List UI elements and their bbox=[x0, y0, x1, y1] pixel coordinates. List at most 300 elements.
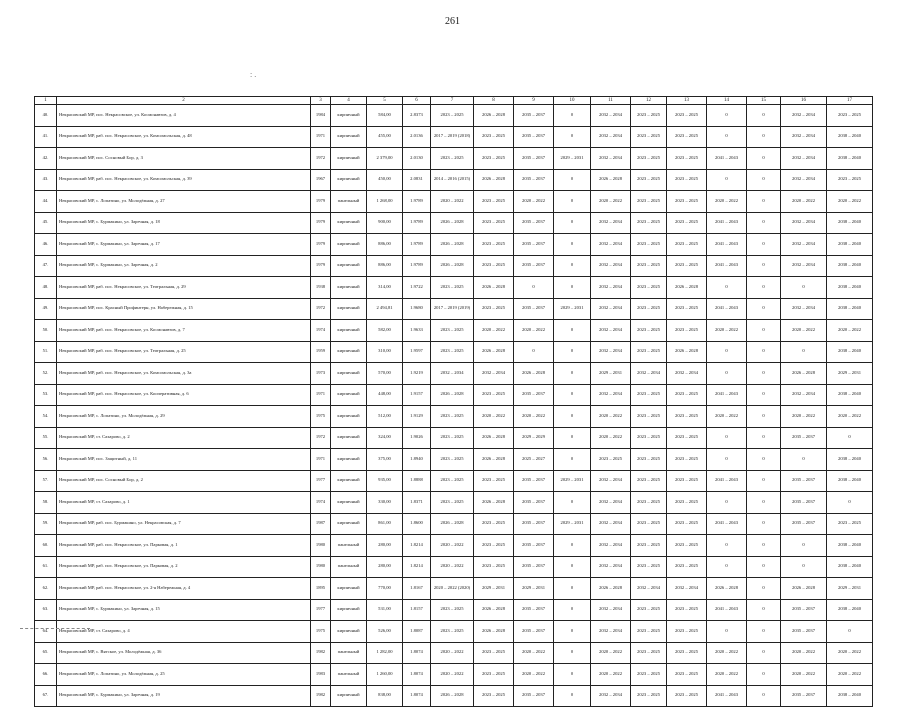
table-cell: 0 bbox=[781, 277, 827, 299]
table-cell: 0 bbox=[554, 427, 591, 449]
table-cell: 2026 – 2028 bbox=[591, 169, 631, 191]
table-cell: 2.8373 bbox=[403, 105, 431, 127]
table-row bbox=[35, 556, 873, 578]
table-cell: 1977 bbox=[311, 599, 331, 621]
table-cell: 0 bbox=[747, 234, 781, 256]
table-cell: 2020 – 2022 bbox=[707, 320, 747, 342]
table-cell: 2020 – 2022 bbox=[474, 320, 514, 342]
table-cell: 2032 – 2034 bbox=[591, 148, 631, 170]
row-number-cell: 43. bbox=[35, 169, 57, 191]
table-cell: 2038 – 2040 bbox=[827, 384, 873, 406]
table-cell: 2032 – 2034 bbox=[591, 621, 631, 643]
row-number-cell: 48. bbox=[35, 277, 57, 299]
table-cell: 2029 – 2031 bbox=[591, 363, 631, 385]
table-cell: 2035 – 2037 bbox=[514, 255, 554, 277]
table-row bbox=[35, 169, 873, 191]
table-cell: 2023 – 2025 bbox=[631, 664, 667, 686]
table-cell: 1.8214 bbox=[403, 556, 431, 578]
table-cell: 2035 – 2037 bbox=[514, 212, 554, 234]
table-cell: 2020 – 2022 bbox=[827, 320, 873, 342]
table-cell: 2020 – 2022 bbox=[781, 320, 827, 342]
table-cell: кирпичный bbox=[331, 384, 367, 406]
table-cell: 1.8600 bbox=[403, 513, 431, 535]
table-cell: 1.8087 bbox=[403, 621, 431, 643]
table-row bbox=[35, 642, 873, 664]
table-cell: 0 bbox=[747, 578, 781, 600]
table-cell: 0 bbox=[554, 191, 591, 213]
table-cell: 2032 – 2034 bbox=[591, 234, 631, 256]
row-number-cell: 46. bbox=[35, 234, 57, 256]
table-cell: 2023 – 2025 bbox=[474, 234, 514, 256]
table-cell: 1.8888 bbox=[403, 470, 431, 492]
row-number-cell: 65. bbox=[35, 642, 57, 664]
table-cell: 2020 – 2022 bbox=[827, 406, 873, 428]
table-cell: 2032 – 2034 bbox=[781, 212, 827, 234]
table-cell: 1.9789 bbox=[403, 255, 431, 277]
table-cell: 2020 – 2022 bbox=[514, 320, 554, 342]
row-number-cell: 55. bbox=[35, 427, 57, 449]
table-cell: 531,00 bbox=[367, 599, 403, 621]
table-cell: 2023 – 2025 bbox=[631, 621, 667, 643]
table-cell: 2017 – 2019 (2018) bbox=[431, 126, 474, 148]
table-cell: 526,00 bbox=[367, 621, 403, 643]
table-cell: 2020 – 2022 bbox=[514, 191, 554, 213]
table-row bbox=[35, 449, 873, 471]
table-cell: 2032 – 2034 bbox=[591, 320, 631, 342]
table-cell: 2023 – 2025 bbox=[827, 105, 873, 127]
row-number-cell: 64. bbox=[35, 621, 57, 643]
table-cell: кирпичный bbox=[331, 148, 367, 170]
table-cell: кирпичный bbox=[331, 578, 367, 600]
table-cell: 1 282,00 bbox=[367, 642, 403, 664]
table-cell: 2041 – 2043 bbox=[707, 234, 747, 256]
table-cell: 280,00 bbox=[367, 556, 403, 578]
table-cell: 2035 – 2037 bbox=[514, 148, 554, 170]
table-cell: 2020 – 2022 bbox=[474, 406, 514, 428]
table-cell: 310,00 bbox=[367, 341, 403, 363]
address-cell: Некрасовский МР, раб. пос. Некрасовское, ул. Космонавтов, д. 7 bbox=[57, 320, 311, 342]
table-cell: кирпичный bbox=[331, 599, 367, 621]
table-cell: 2023 – 2025 bbox=[474, 191, 514, 213]
table-cell: 0 bbox=[747, 535, 781, 557]
table-cell: 1.8074 bbox=[403, 664, 431, 686]
table-cell: 2023 – 2025 bbox=[667, 212, 707, 234]
table-cell: 886,00 bbox=[367, 234, 403, 256]
table-cell: 2032 – 2034 bbox=[591, 513, 631, 535]
table-cell: 1.9597 bbox=[403, 341, 431, 363]
table-cell: 2029 – 2031 bbox=[554, 148, 591, 170]
table-cell: 0 bbox=[707, 126, 747, 148]
table-cell: 2041 – 2043 bbox=[707, 599, 747, 621]
table-cell: 1983 bbox=[311, 664, 331, 686]
table-cell: 1974 bbox=[311, 492, 331, 514]
table-row bbox=[35, 341, 873, 363]
table-cell: 1972 bbox=[311, 298, 331, 320]
table-cell: 2023 – 2025 bbox=[474, 664, 514, 686]
table-cell: 2035 – 2037 bbox=[514, 599, 554, 621]
footer-scan-mark bbox=[20, 628, 90, 629]
table-cell: 2029 – 2031 bbox=[827, 363, 873, 385]
table-cell: 2023 – 2025 bbox=[667, 169, 707, 191]
table-cell: 2029 – 2031 bbox=[827, 578, 873, 600]
column-number-cell: 13 bbox=[667, 97, 707, 105]
table-cell: 2026 – 2028 bbox=[781, 578, 827, 600]
table-cell: 2032 – 2034 bbox=[781, 234, 827, 256]
table-cell: 2020 – 2022 bbox=[431, 642, 474, 664]
table-cell: 1982 bbox=[311, 642, 331, 664]
column-number-cell: 5 bbox=[367, 97, 403, 105]
table-cell: 2026 – 2028 bbox=[431, 234, 474, 256]
table-cell: 2023 – 2025 bbox=[474, 642, 514, 664]
table-row bbox=[35, 363, 873, 385]
address-cell: Некрасовский МР, с. Лопатино, ул. Молодёжная, д. 25 bbox=[57, 664, 311, 686]
table-cell: 886,00 bbox=[367, 255, 403, 277]
table-cell: 2038 – 2040 bbox=[827, 470, 873, 492]
table-cell: 0 bbox=[781, 556, 827, 578]
row-number-cell: 62. bbox=[35, 578, 57, 600]
row-number-cell: 40. bbox=[35, 105, 57, 127]
table-body bbox=[35, 105, 873, 707]
table-cell: 2026 – 2028 bbox=[591, 578, 631, 600]
table-cell: 2038 – 2040 bbox=[827, 255, 873, 277]
table-cell: 1971 bbox=[311, 449, 331, 471]
table-cell: 584,00 bbox=[367, 105, 403, 127]
table-cell: 1971 bbox=[311, 384, 331, 406]
table-cell: 2023 – 2025 bbox=[431, 427, 474, 449]
table-cell: 2026 – 2028 bbox=[667, 341, 707, 363]
row-number-cell: 63. bbox=[35, 599, 57, 621]
table-cell: 2026 – 2028 bbox=[514, 363, 554, 385]
table-cell: 0 bbox=[747, 599, 781, 621]
table-cell: 2026 – 2028 bbox=[474, 341, 514, 363]
table-cell: 2020 – 2022 bbox=[827, 191, 873, 213]
table-cell: 0 bbox=[747, 621, 781, 643]
table-cell: 2023 – 2025 bbox=[474, 470, 514, 492]
table-cell: 0 bbox=[554, 492, 591, 514]
table-cell: 0 bbox=[707, 535, 747, 557]
column-number-cell: 11 bbox=[591, 97, 631, 105]
table-cell: 2023 – 2025 bbox=[667, 255, 707, 277]
table-cell: 1.9789 bbox=[403, 212, 431, 234]
row-number-cell: 60. bbox=[35, 535, 57, 557]
table-cell: 0 bbox=[747, 664, 781, 686]
table-cell: 2020 – 2022 bbox=[514, 406, 554, 428]
table-cell: 2026 – 2028 bbox=[431, 212, 474, 234]
table-cell: 2026 – 2028 bbox=[474, 449, 514, 471]
column-number-cell: 6 bbox=[403, 97, 431, 105]
address-cell: Некрасовский МР, пос. Сосновый Бор, д. 3 bbox=[57, 148, 311, 170]
table-cell: 1977 bbox=[311, 470, 331, 492]
address-cell: Некрасовский МР, с. Вятское, ул. Молодёжная, д. 36 bbox=[57, 642, 311, 664]
address-cell: Некрасовский МР, с. Лопатино, ул. Молодёжная, д. 27 bbox=[57, 191, 311, 213]
table-cell: 2020 – 2022 bbox=[707, 642, 747, 664]
row-number-cell: 47. bbox=[35, 255, 57, 277]
address-cell: Некрасовский МР, пос. Некрасовское, ул. Космонавтов, д. 4 bbox=[57, 105, 311, 127]
address-cell: Некрасовский МР, раб. пос. Некрасовское, ул. Театральная, д. 25 bbox=[57, 341, 311, 363]
row-number-cell: 58. bbox=[35, 492, 57, 514]
table-cell: 2032 – 2034 bbox=[781, 148, 827, 170]
header-row bbox=[35, 97, 873, 105]
table-row bbox=[35, 255, 873, 277]
table-cell: 2020 – 2022 bbox=[514, 642, 554, 664]
table-cell: 2023 – 2025 bbox=[474, 513, 514, 535]
table-cell: 0 bbox=[747, 169, 781, 191]
table-cell: 2029 – 2031 bbox=[514, 578, 554, 600]
table-cell: 2023 – 2025 bbox=[631, 255, 667, 277]
row-number-cell: 45. bbox=[35, 212, 57, 234]
table-cell: 2020 – 2022 bbox=[781, 406, 827, 428]
address-cell: Некрасовский МР, раб. пос. Некрасовское, ул. Комсомольская, д. 48 bbox=[57, 126, 311, 148]
table-cell: кирпичный bbox=[331, 298, 367, 320]
table-cell: 314,00 bbox=[367, 277, 403, 299]
table-cell: 2023 – 2025 bbox=[474, 556, 514, 578]
address-cell: Некрасовский МР, ст. Сахарово, д. 1 bbox=[57, 492, 311, 514]
table-row bbox=[35, 470, 873, 492]
table-cell: 2023 – 2025 bbox=[667, 427, 707, 449]
table-cell: 2035 – 2037 bbox=[781, 427, 827, 449]
table-cell: 2023 – 2025 bbox=[667, 642, 707, 664]
table-row bbox=[35, 126, 873, 148]
table-cell: кирпичный bbox=[331, 492, 367, 514]
table-cell: 1967 bbox=[311, 169, 331, 191]
table-cell: 2023 – 2025 bbox=[667, 449, 707, 471]
table-cell: 2020 – 2022 bbox=[431, 535, 474, 557]
table-cell: 0 bbox=[707, 105, 747, 127]
table-cell: 2041 – 2043 bbox=[707, 470, 747, 492]
table-row bbox=[35, 513, 873, 535]
table-cell: 2032 – 2034 bbox=[591, 492, 631, 514]
table-cell: 2023 – 2025 bbox=[631, 513, 667, 535]
table-cell: 2023 – 2025 bbox=[631, 470, 667, 492]
table-cell: 2020 – 2022 bbox=[591, 191, 631, 213]
table-cell: 0 bbox=[707, 169, 747, 191]
table-cell: 1979 bbox=[311, 234, 331, 256]
table-cell: 0 bbox=[747, 492, 781, 514]
table-cell: кирпичный bbox=[331, 105, 367, 127]
table-cell: 900,00 bbox=[367, 212, 403, 234]
address-cell: Некрасовский МР, с. Бурмакино, ул. Заречная, д. 17 bbox=[57, 234, 311, 256]
address-cell: Некрасовский МР, пос. Сосновый Бор, д. 2 bbox=[57, 470, 311, 492]
table-cell: 2029 – 2031 bbox=[554, 298, 591, 320]
table-cell: 2026 – 2028 bbox=[707, 578, 747, 600]
table-cell: 2026 – 2028 bbox=[474, 277, 514, 299]
table-cell: кирпичный bbox=[331, 513, 367, 535]
table-cell: 0 bbox=[747, 341, 781, 363]
table-cell: 2020 – 2022 bbox=[781, 191, 827, 213]
table-cell: 2023 – 2025 bbox=[667, 320, 707, 342]
table-cell: 1.8371 bbox=[403, 492, 431, 514]
table-cell: 1938 bbox=[311, 277, 331, 299]
table-cell: 2023 – 2025 bbox=[631, 427, 667, 449]
table-cell: 2023 – 2025 bbox=[667, 685, 707, 707]
table-cell: 0 bbox=[554, 449, 591, 471]
table-cell: 0 bbox=[554, 341, 591, 363]
table-cell: 0 bbox=[747, 191, 781, 213]
table-cell: 0 bbox=[554, 599, 591, 621]
table-cell: 0 bbox=[827, 427, 873, 449]
address-cell: Некрасовский МР, пос. Красный Профинтерн, ул. Набережная, д. 15 bbox=[57, 298, 311, 320]
table-cell: 1.8214 bbox=[403, 535, 431, 557]
table-cell: 2023 – 2025 bbox=[667, 406, 707, 428]
table-row bbox=[35, 384, 873, 406]
table-cell: 2029 – 2031 bbox=[554, 470, 591, 492]
table-cell: 0 bbox=[747, 556, 781, 578]
column-number-cell: 17 bbox=[827, 97, 873, 105]
table-cell: 2023 – 2025 bbox=[431, 449, 474, 471]
table-cell: 2023 – 2025 bbox=[431, 621, 474, 643]
table-cell: 2023 – 2025 bbox=[631, 105, 667, 127]
column-number-cell: 4 bbox=[331, 97, 367, 105]
table-cell: 2023 – 2025 bbox=[667, 599, 707, 621]
table-cell: 2035 – 2037 bbox=[781, 513, 827, 535]
row-number-cell: 67. bbox=[35, 685, 57, 707]
table-cell: 0 bbox=[747, 298, 781, 320]
table-row bbox=[35, 621, 873, 643]
row-number-cell: 51. bbox=[35, 341, 57, 363]
table-cell: 582,00 bbox=[367, 320, 403, 342]
table-cell: 0 bbox=[827, 621, 873, 643]
address-cell: Некрасовский МР, раб. пос. Некрасовское, ул. 2-я Набережная, д. 4 bbox=[57, 578, 311, 600]
table-cell: 0 bbox=[554, 664, 591, 686]
table-cell: 1984 bbox=[311, 105, 331, 127]
table-cell: 2032 – 2034 bbox=[781, 105, 827, 127]
table-cell: 2 494,81 bbox=[367, 298, 403, 320]
table-cell: 2038 – 2040 bbox=[827, 234, 873, 256]
table-cell: 2023 – 2025 bbox=[474, 212, 514, 234]
table-cell: 1.8167 bbox=[403, 578, 431, 600]
column-number-cell: 8 bbox=[474, 97, 514, 105]
table-cell: 2023 – 2025 bbox=[631, 685, 667, 707]
table-cell: 0 bbox=[554, 578, 591, 600]
table-cell: 2032 – 2034 bbox=[591, 341, 631, 363]
table-cell: 2026 – 2028 bbox=[781, 363, 827, 385]
table-cell: 2023 – 2025 bbox=[631, 341, 667, 363]
table-cell: 1.9789 bbox=[403, 191, 431, 213]
row-number-cell: 59. bbox=[35, 513, 57, 535]
table-cell: 0 bbox=[707, 621, 747, 643]
table-cell: кирпичный bbox=[331, 234, 367, 256]
table-cell: 2023 – 2025 bbox=[631, 298, 667, 320]
row-number-cell: 61. bbox=[35, 556, 57, 578]
address-cell: Некрасовский МР, раб. пос. Бурмакино, ул. Некрасовская, д. 7 bbox=[57, 513, 311, 535]
table-cell: 2035 – 2037 bbox=[781, 470, 827, 492]
table-cell: 2023 – 2025 bbox=[431, 105, 474, 127]
table-cell: 1980 bbox=[311, 535, 331, 557]
table-cell: 0 bbox=[747, 148, 781, 170]
table-cell: 0 bbox=[747, 212, 781, 234]
table-cell: кирпичный bbox=[331, 212, 367, 234]
page-number: 261 bbox=[445, 16, 460, 27]
table-cell: 1972 bbox=[311, 427, 331, 449]
table-cell: 2035 – 2037 bbox=[514, 513, 554, 535]
table-cell: 2041 – 2043 bbox=[707, 255, 747, 277]
table-cell: 2041 – 2043 bbox=[707, 384, 747, 406]
row-number-cell: 66. bbox=[35, 664, 57, 686]
table-cell: 2023 – 2025 bbox=[631, 599, 667, 621]
row-number-cell: 57. bbox=[35, 470, 57, 492]
table-cell: 1.9633 bbox=[403, 320, 431, 342]
table-cell: 1.9026 bbox=[403, 427, 431, 449]
table-cell: 450,00 bbox=[367, 169, 403, 191]
table-cell: 0 bbox=[747, 126, 781, 148]
table-cell: 2032 – 2034 bbox=[474, 363, 514, 385]
table-cell: 0 bbox=[554, 384, 591, 406]
table-cell: кирпичный bbox=[331, 685, 367, 707]
table-cell: 2026 – 2028 bbox=[474, 492, 514, 514]
table-cell: панельный bbox=[331, 191, 367, 213]
table-cell: 2035 – 2037 bbox=[514, 492, 554, 514]
table-cell: 2026 – 2028 bbox=[431, 685, 474, 707]
table-cell: 2023 – 2025 bbox=[431, 599, 474, 621]
table-cell: 2041 – 2043 bbox=[707, 148, 747, 170]
table-cell: 2032 – 2034 bbox=[431, 363, 474, 385]
table-cell: 2029 – 2029 bbox=[514, 427, 554, 449]
table-cell: 0 bbox=[707, 341, 747, 363]
table-cell: 1.9219 bbox=[403, 363, 431, 385]
table-cell: 2020 – 2022 bbox=[781, 664, 827, 686]
table-cell: 2035 – 2037 bbox=[781, 621, 827, 643]
table-cell: кирпичный bbox=[331, 341, 367, 363]
table-cell: 2032 – 2034 bbox=[667, 578, 707, 600]
table-cell: 2032 – 2034 bbox=[631, 363, 667, 385]
table-cell: 2038 – 2040 bbox=[827, 449, 873, 471]
table-row bbox=[35, 599, 873, 621]
table-cell: 2035 – 2037 bbox=[514, 470, 554, 492]
table-cell: 2023 – 2025 bbox=[474, 298, 514, 320]
table-row bbox=[35, 148, 873, 170]
table-cell: 0 bbox=[554, 234, 591, 256]
table-cell: 2038 – 2040 bbox=[827, 599, 873, 621]
table-cell: 0 bbox=[781, 341, 827, 363]
table-cell: 2032 – 2034 bbox=[631, 578, 667, 600]
row-number-cell: 56. bbox=[35, 449, 57, 471]
table-cell: 2035 – 2037 bbox=[514, 298, 554, 320]
address-cell: Некрасовский МР, пос. Защитный, д. 11 bbox=[57, 449, 311, 471]
table-cell: 2032 – 2034 bbox=[591, 599, 631, 621]
table-cell: 0 bbox=[747, 470, 781, 492]
table-cell: кирпичный bbox=[331, 320, 367, 342]
table-cell: 2032 – 2034 bbox=[781, 169, 827, 191]
table-cell: 2026 – 2028 bbox=[474, 105, 514, 127]
address-cell: Некрасовский МР, с. Бурмакино, ул. Заречная, д. 19 bbox=[57, 685, 311, 707]
table-cell: панельный bbox=[331, 664, 367, 686]
column-number-cell: 10 bbox=[554, 97, 591, 105]
table-cell: 2020 – 2022 (2020) bbox=[431, 578, 474, 600]
table-cell: 375,00 bbox=[367, 449, 403, 471]
table-cell: 2023 – 2025 bbox=[431, 148, 474, 170]
table-cell: 2.0831 bbox=[403, 169, 431, 191]
table-cell: 2023 – 2025 bbox=[431, 277, 474, 299]
table-cell: 2041 – 2043 bbox=[707, 212, 747, 234]
address-cell: Некрасовский МР, раб. пос. Некрасовское, ул. Театральная, д. 29 bbox=[57, 277, 311, 299]
table-cell: 2035 – 2037 bbox=[781, 685, 827, 707]
table-cell: 0 bbox=[554, 685, 591, 707]
table-cell: 2032 – 2034 bbox=[781, 126, 827, 148]
table-cell: 2023 – 2025 bbox=[827, 169, 873, 191]
table-row bbox=[35, 535, 873, 557]
address-cell: Некрасовский МР, раб. пос. Некрасовское, ул. Кооперативная, д. 6 bbox=[57, 384, 311, 406]
table-cell: 2032 – 2034 bbox=[591, 212, 631, 234]
table-cell: 1980 bbox=[311, 556, 331, 578]
table-cell: 1971 bbox=[311, 126, 331, 148]
row-number-cell: 44. bbox=[35, 191, 57, 213]
column-number-cell: 7 bbox=[431, 97, 474, 105]
table-cell: 2023 – 2025 bbox=[631, 492, 667, 514]
table-cell: 2 379,00 bbox=[367, 148, 403, 170]
table-cell: 2023 – 2025 bbox=[667, 556, 707, 578]
table-cell: 0 bbox=[747, 513, 781, 535]
table-cell: 570,00 bbox=[367, 363, 403, 385]
